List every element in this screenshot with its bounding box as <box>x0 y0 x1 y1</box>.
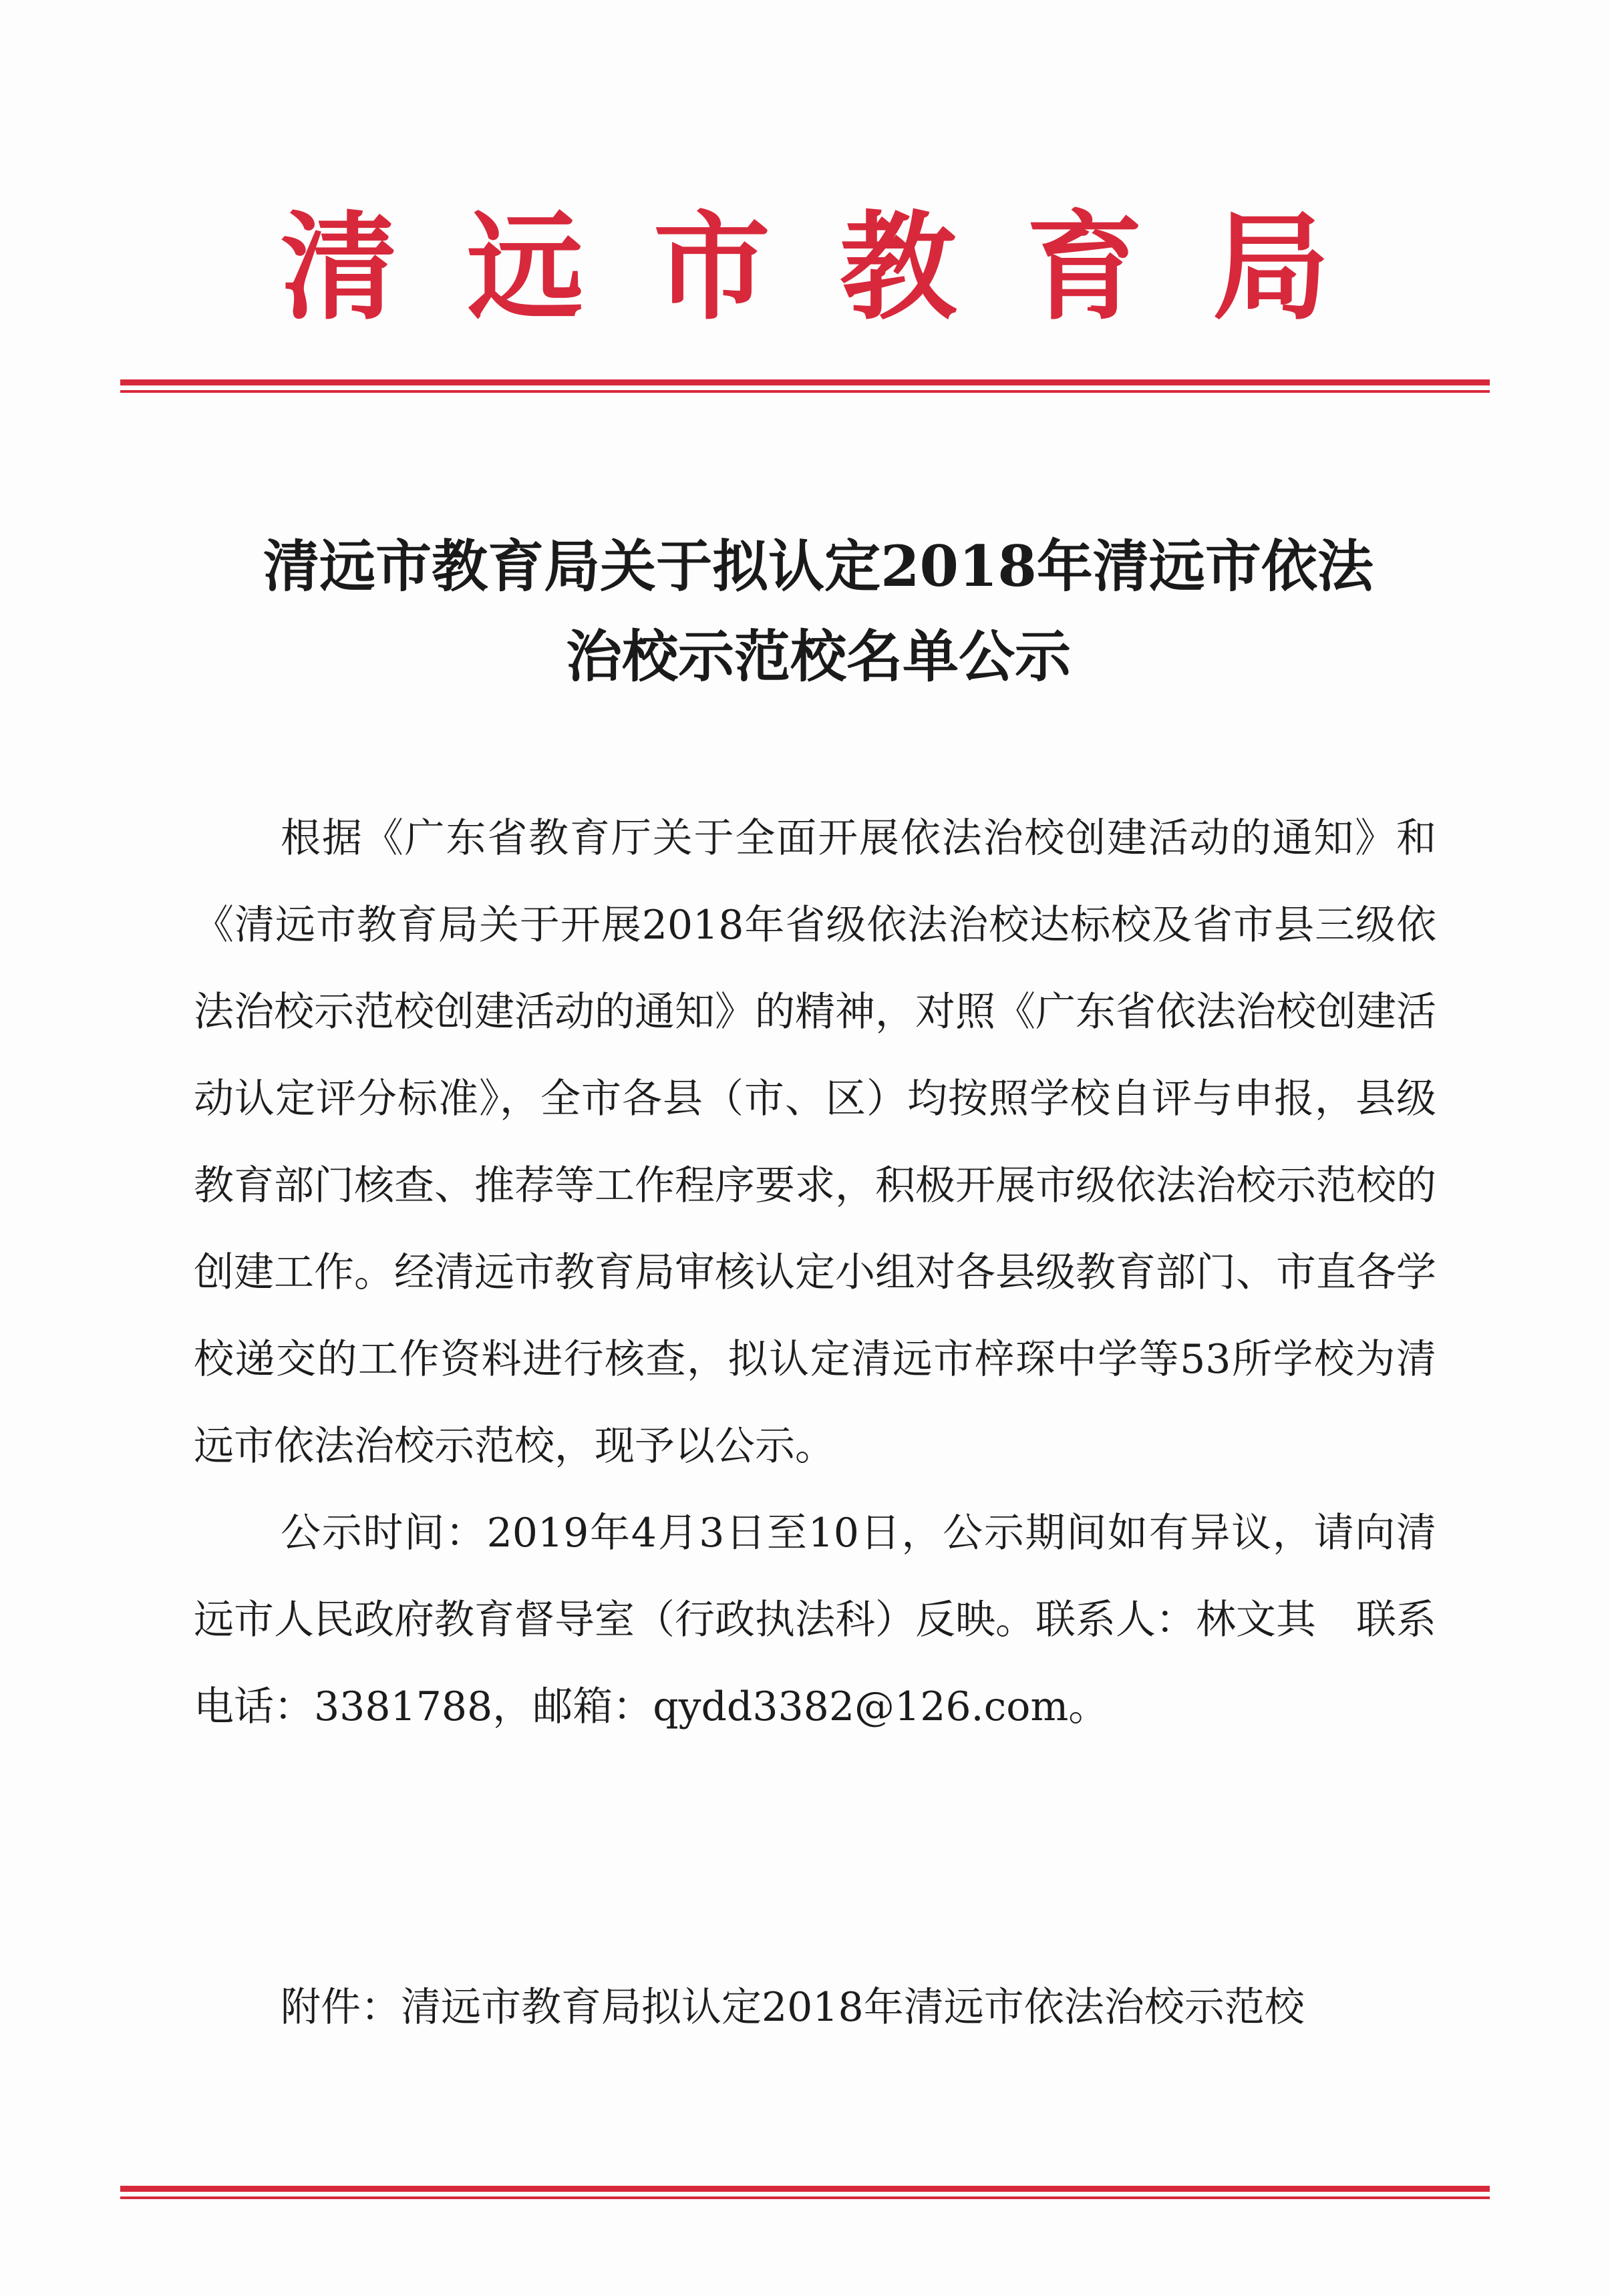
masthead <box>120 167 1490 367</box>
masthead-char: 局 <box>1213 198 1329 336</box>
document-title <box>200 521 1436 701</box>
masthead-char: 清 <box>281 198 397 336</box>
body-paragraph-notice-period: 公示时间：2019年4月3日至10日，公示期间如有异议，请向清远市人民政府教育督导室（行政执法科）反映。联系人：林文其 联系电话：3381788，邮箱：qydd3382@126.com。 <box>194 1510 1436 1730</box>
masthead-char: 育 <box>1026 198 1143 336</box>
document-body <box>194 795 1436 1750</box>
masthead-char: 远 <box>467 198 584 336</box>
body-paragraph-basis: 根据《广东省教育厅关于全面开展依法治校创建活动的通知》和《清远市教育局关于开展2018年省级依法治校达标校及省市县三级依法治校示范校创建活动的通知》的精神，对照《广东省依法治校创建活动认定评分标准》，全市各县（市、区）均按照学校自评与申报，县级教育部门核查、推荐等工作程序要求，积极开展市级依法治校示范校的创建工作。经清远市教育局审核认定小组对各县级教育部门、市直各学校递交的工作资料进行核查，拟认定清远市梓琛中学等53所学校为清远市依法治校示范校，现予以公示。 <box>194 815 1436 1470</box>
footer-divider <box>120 2186 1490 2199</box>
title-line-2: 治校示范校名单公示 <box>565 623 1071 689</box>
divider-thick-line <box>120 2186 1490 2192</box>
title-line-1: 清远市教育局关于拟认定2018年清远市依法 <box>263 533 1374 599</box>
attachment-line: 附件：清远市教育局拟认定2018年清远市依法治校示范校 <box>281 1984 1305 2031</box>
divider-thin-line <box>120 2196 1490 2199</box>
divider-thin-line <box>120 390 1490 393</box>
divider-thick-line <box>120 379 1490 385</box>
header-divider <box>120 379 1490 393</box>
masthead-char: 市 <box>653 198 770 336</box>
masthead-char: 教 <box>840 198 957 336</box>
